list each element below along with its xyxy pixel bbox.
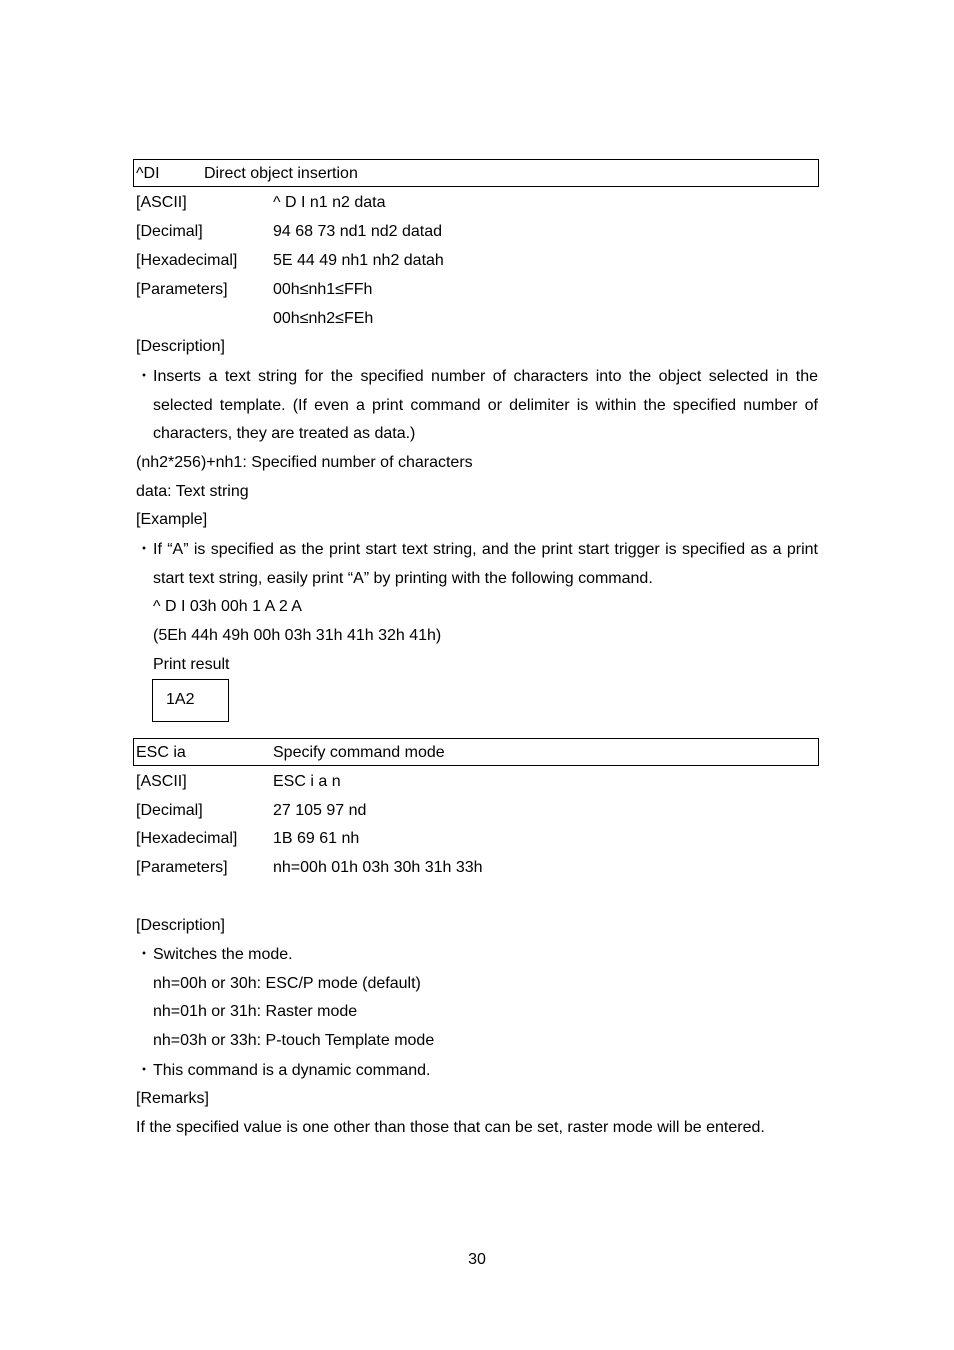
print-result-label: Print result xyxy=(153,656,230,673)
command-code: ESC ia xyxy=(136,744,186,761)
row-value-parameters-2: 00h≤nh2≤FEh xyxy=(273,310,374,327)
row-value-decimal: 27 105 97 nd xyxy=(273,802,367,819)
command-title: Direct object insertion xyxy=(204,165,358,182)
command-header-esc-ia xyxy=(133,738,819,766)
remarks-text: If the specified value is one other than those that can be set, raster mode will be entered. xyxy=(136,1119,765,1136)
row-value-decimal: 94 68 73 nd1 nd2 datad xyxy=(273,223,443,240)
description-switch: Switches the mode. xyxy=(153,946,293,963)
print-result-value: 1A2 xyxy=(166,691,195,708)
row-value-ascii: ^ D I n1 n2 data xyxy=(273,194,386,211)
row-label-hex: [Hexadecimal] xyxy=(136,830,238,847)
row-label-decimal: [Decimal] xyxy=(136,223,203,240)
example-label: [Example] xyxy=(136,511,208,528)
row-value-ascii: ESC i a n xyxy=(273,773,341,790)
description-label: [Description] xyxy=(136,917,225,934)
row-label-parameters: [Parameters] xyxy=(136,281,228,298)
note-nh: (nh2*256)+nh1: Specified number of characters xyxy=(136,454,473,471)
description-text: Inserts a text string for the specified number of characters into the object selected in the selected template. (If even a print command or delimiter is within the specified number of characters, they are treated as data.) xyxy=(153,368,818,442)
row-label-decimal: [Decimal] xyxy=(136,802,203,819)
row-label-ascii: [ASCII] xyxy=(136,773,187,790)
mode-ptouch-template: nh=03h or 33h: P-touch Template mode xyxy=(153,1032,435,1049)
bullet: ・ xyxy=(136,541,153,558)
row-label-ascii: [ASCII] xyxy=(136,194,187,211)
bullet: ・ xyxy=(136,1062,153,1079)
example-text: If “A” is specified as the print start text string, and the print start trigger is specified as a print start text string, easily print “A” by printing with the following command. xyxy=(153,541,818,587)
note-data: data: Text string xyxy=(136,483,249,500)
row-value-hex: 5E 44 49 nh1 nh2 datah xyxy=(273,252,444,269)
bullet: ・ xyxy=(136,368,153,385)
row-label-hex: [Hexadecimal] xyxy=(136,252,238,269)
mode-raster: nh=01h or 31h: Raster mode xyxy=(153,1003,358,1020)
row-value-hex: 1B 69 61 nh xyxy=(273,830,360,847)
example-hex: (5Eh 44h 49h 00h 03h 31h 41h 32h 41h) xyxy=(153,627,442,644)
bullet: ・ xyxy=(136,946,153,963)
command-code: ^DI xyxy=(136,165,160,182)
description-dynamic: This command is a dynamic command. xyxy=(153,1062,431,1079)
command-title: Specify command mode xyxy=(273,744,445,761)
page-number: 30 xyxy=(468,1251,486,1268)
row-value-parameters: 00h≤nh1≤FFh xyxy=(273,281,373,298)
example-command: ^ D I 03h 00h 1 A 2 A xyxy=(153,598,302,615)
row-label-parameters: [Parameters] xyxy=(136,859,228,876)
description-label: [Description] xyxy=(136,338,225,355)
row-value-parameters: nh=00h 01h 03h 30h 31h 33h xyxy=(273,859,483,876)
mode-escp: nh=00h or 30h: ESC/P mode (default) xyxy=(153,975,421,992)
remarks-label: [Remarks] xyxy=(136,1090,209,1107)
command-header-di xyxy=(133,159,819,187)
print-result-box xyxy=(152,679,229,722)
